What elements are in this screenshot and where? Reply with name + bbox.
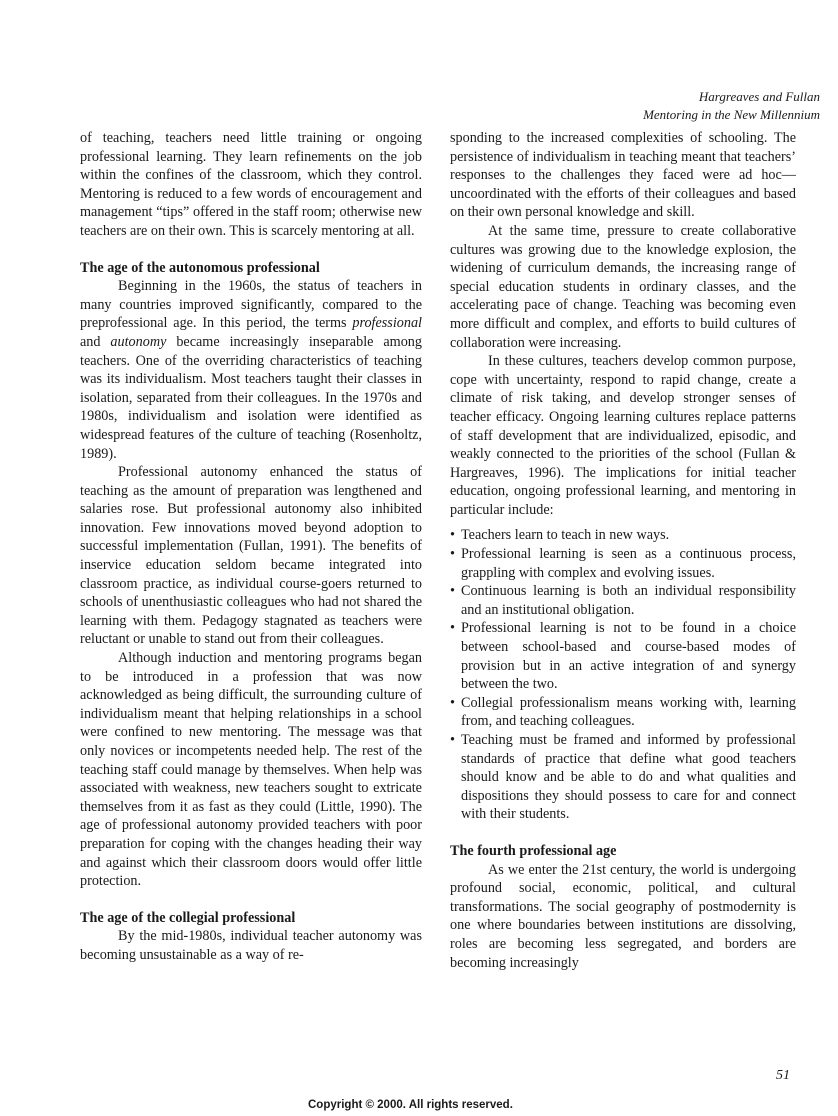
emphasis-professional: professional [352,315,422,332]
emphasis-autonomy: autonomy [110,333,167,350]
list-item: • Continuous learning is both an individual responsibility and an institutional obligation. [450,582,796,619]
list-item: • Collegial professionalism means working with, learning from, and teaching colleagues. [450,694,796,731]
list-item: • Teaching must be framed and informed by professional standards of practice that define what good teachers should know and be able to do and what qualities and dispositions they should possess to care for and connect with their students. [450,731,796,824]
list-item: • Professional learning is not to be found in a choice between school-based and course-based modes of provision but in an active integration of and synergy between the two. [450,619,796,693]
paragraph: sponding to the increased complexities of schooling. The persistence of individualism in teaching meant that teachers’ responses to the challenges they faced were ad hoc—uncoordinated with the efforts of their colleagues and based on their own personal knowledge and skill. [450,130,796,221]
paragraph [80,277,422,463]
section-heading-autonomous-professional: The age of the autonomous professional [80,259,320,276]
running-head-title: Mentoring in the New Millennium [643,107,820,122]
text-run: and [80,333,111,350]
paragraph: In these cultures, teachers develop common purpose, cope with uncertainty, respond to rapid change, create a climate of risk taking, and develop stronger senses of teacher efficacy. Ongoing learning cultures replace patterns of staff development that are individualized, episodic, and weakly connected to the priorities of the school (Fullan & Hargreaves, 1996). The implications for initial teacher education, ongoing professional learning, and mentoring in particular include: [450,353,796,518]
paragraph: As we enter the 21st century, the world is undergoing profound social, economic, political, and cultural transformations. The social geography of postmodernity is one where boundaries between institutions are dissolving, roles are becoming less segregated, and borders are becoming increasingly [450,861,796,971]
paragraph: Although induction and mentoring programs began to be introduced in a profession that was now acknowledged as being difficult, the surrounding culture of individualism meant that helping relationships in a school were confined to new mentoring. The message was that only novices or incompetents needed help. The rest of the teaching staff could manage by themselves. When help was associated with weakness, new teachers sought to extricate themselves from it as fast as they could (Little, 1990). The age of professional autonomy provided teachers with poor preparation for coping with the changes heading their way and against which their classroom doors would offer little protection. [80,650,422,890]
page-number: 51 [776,1068,790,1083]
section-heading-fourth-professional-age: The fourth professional age [450,842,617,859]
text-run: became increasingly inseparable among teachers. One of the overriding characteristics of teaching was its individualism. Most teachers taught their classes in isolation, separated from their colleagues. In the 1970s and 1980s, individualism and isolation were identified as widespread features of the culture of teaching (Rosenholtz, 1989). [80,333,422,462]
list-item: • Professional learning is seen as a continuous process, grappling with complex and evolving issues. [450,545,796,582]
paragraph: Professional autonomy enhanced the status of teaching as the amount of preparation was lengthened and salaries rose. But professional autonomy also inhibited innovation. Few innovations moved beyond adoption to successful implementation (Fullan, 1991). The benefits of inservice education seldom became integrated into classroom practice, as individual course-goers returned to schools of unenthusiastic colleagues who had not shared the learning with them. Pedagogy stagnated as teachers were reluctant or unable to stand out from their colleagues. [80,464,422,648]
paragraph: By the mid-1980s, individual teacher autonomy was becoming unsustainable as a way of re- [80,928,422,963]
running-head [643,88,820,124]
implications-list [450,526,796,824]
section-heading-collegial-professional: The age of the collegial professional [80,909,296,926]
copyright-notice: Copyright © 2000. All rights reserved. [308,1099,513,1111]
list-item: • Teachers learn to teach in new ways. [450,526,796,545]
paragraph: At the same time, pressure to create collaborative cultures was growing due to the knowledge explosion, the widening of curriculum demands, the increasing range of special education students in ordinary classes, and the accelerating pace of change. Teaching was becoming even more difficult and complex, and efforts to build cultures of collaboration were increasing. [450,222,796,351]
right-column [450,129,796,972]
text-run: Beginning in the 1960s, the status of teachers in many countries improved significantly, compared to the preprofessional age. In this period, the terms [80,278,422,332]
running-head-authors: Hargreaves and Fullan [698,89,820,104]
paragraph: of teaching, teachers need little training or ongoing professional learning. They learn refinements on the job within the confines of the classroom, which they control. Mentoring is reduced to a few words of encouragement and management “tips” offered in the staff room; otherwise new teachers are on their own. This is scarcely mentoring at all. [80,130,422,239]
left-column [80,129,422,965]
